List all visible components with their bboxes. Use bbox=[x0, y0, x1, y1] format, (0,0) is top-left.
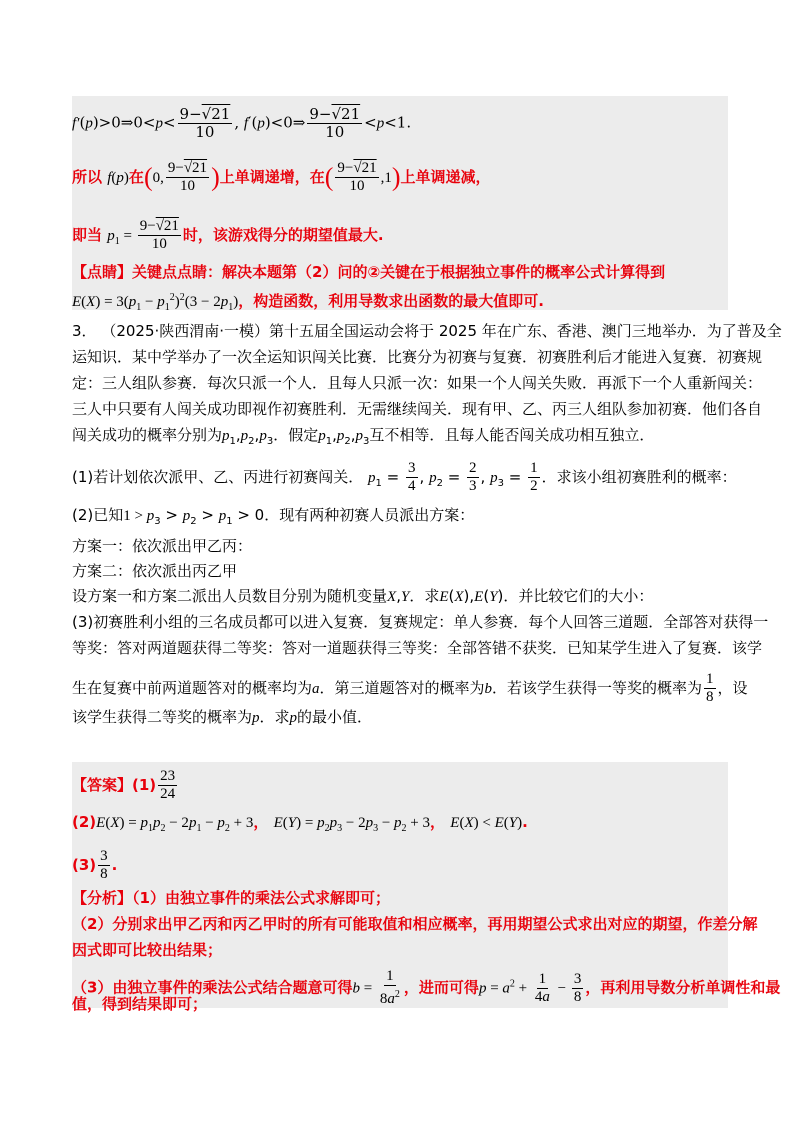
plan-1: 方案一：依次派出甲乙丙： bbox=[72, 537, 253, 555]
problem-intro-2: 运知识．某中学举办了一次全运知识闯关比赛．比赛分为初赛与复赛．初赛胜利后才能进入复赛．初赛规 bbox=[72, 348, 763, 366]
problem-intro-3: 定：三人组队参赛．每次只派一个人．且每人只派一次：如果一个人闯关失败．再派下一个人重新闯关： bbox=[72, 374, 763, 392]
plan-2: 方案二：依次派出丙乙甲 bbox=[72, 562, 238, 580]
analysis-2b: 因式即可比较出结果； bbox=[72, 941, 223, 959]
answer-3: (3) $\frac{3}{8}$ . bbox=[72, 848, 118, 882]
answer-1: 【答案】(1) $\frac{23}{24}$ bbox=[72, 768, 176, 802]
question-1: (1)若计划依次派甲、乙、丙进行初赛闯关． $p_1$ = $\frac{3}{4}$ , $p_2$ = $\frac{2}{3}$ , $p_3$ = $\frac{1}{2}$ ．求该小组初赛胜利的概率： bbox=[72, 460, 737, 494]
problem-intro-5: 闯关成功的概率分别为$p_1,p_2,p_3$．假定$p_1,p_2,p_3$互不相等．且每人能否闯关成功相互独立． bbox=[72, 426, 655, 447]
answer-2: $(2)E(X) = p_1p_2 - 2p_1 - p_2 + 3$， $E(Y) = p_2p_3 - 2p_3 - p_2 + 3$， E(X) < E(Y). bbox=[72, 813, 528, 834]
question-3-line-1: (3)初赛胜利小组的三名成员都可以进入复赛．复赛规定：单人参赛．每个人回答三道题．全部答对获得一 bbox=[72, 613, 769, 631]
question-2-variables: 设方案一和方案二派出人员数目分别为随机变量X,Y．求E(X),E(Y)．并比较它们的大小： bbox=[72, 587, 654, 605]
analysis-1: 【分析】（1）由独立事件的乘法公式求解即可； bbox=[72, 889, 390, 907]
problem-intro-1: 3． （2025·陕西渭南·一模）第十五届全国运动会将于 2025 年在广东、香港、澳门三地举办．为了普及全 bbox=[72, 322, 782, 340]
problem-intro-4: 三人中只要有人闯关成功即视作初赛胜利．无需继续闯关．现有甲、乙、丙三人组队参加初赛．他们各自 bbox=[72, 400, 763, 418]
analysis-2a: （2）分别求出甲乙丙和丙乙甲时的所有可能取值和相应概率，再用期望公式求出对应的期望，作差分解 bbox=[72, 915, 758, 933]
analysis-3a: （3）由独立事件的乘法公式结合题意可得b = $\frac{1}{8a^2}$ ，进而可得$p = a^2$ + $\frac{1}{4a}$ − $\frac{3}{8}$ ，再利用导数分析单调性和最 bbox=[72, 968, 781, 1007]
question-2: (2)已知$1 > p_3 > p_2 > p_1 > 0$．现有两种初赛人员派出方案： bbox=[72, 506, 475, 527]
analysis-3b: 值，得到结果即可； bbox=[72, 995, 208, 1013]
derivative-sign-line: f′(p)>0⇒0<p< $\frac{9-√21}{10}$ , f′(p)<0⇒ $\frac{9-√21}{10}$ <p<1. bbox=[72, 105, 412, 141]
question-3-line-3: 生在复赛中前两道题答对的概率均为a．第三道题答对的概率为b．若该学生获得一等奖的概率为 $\frac{1}{8}$ ，设 bbox=[72, 671, 748, 705]
comment-formula-line: $E(X) = 3(p_1 - p_1^2)^2(3 - 2p_1)$，构造函数，利用导数求出函数的最大值即可. bbox=[72, 292, 544, 313]
question-3-line-4: 该学生获得二等奖的概率为p．求p的最小值． bbox=[72, 708, 373, 726]
monotonic-conclusion-line: 所以 f(p)在(0, $\frac{9-√21}{10}$ )上单调递增，在( $\frac{9-√21}{10}$ ,1)上单调递减， bbox=[72, 160, 491, 194]
max-expectation-line: 即当 $p_1$ = $\frac{9-√21}{10}$ 时，该游戏得分的期望值最大. bbox=[72, 218, 384, 252]
question-3-line-2: 等奖：答对两道题获得二等奖：答对一道题获得三等奖：全部答错不获奖．已知某学生进入了复赛．该学 bbox=[72, 639, 763, 657]
comment-line: 【点睛】关键点点睛：解决本题第（2）问的②关键在于根据独立事件的概率公式计算得到 bbox=[72, 263, 666, 281]
